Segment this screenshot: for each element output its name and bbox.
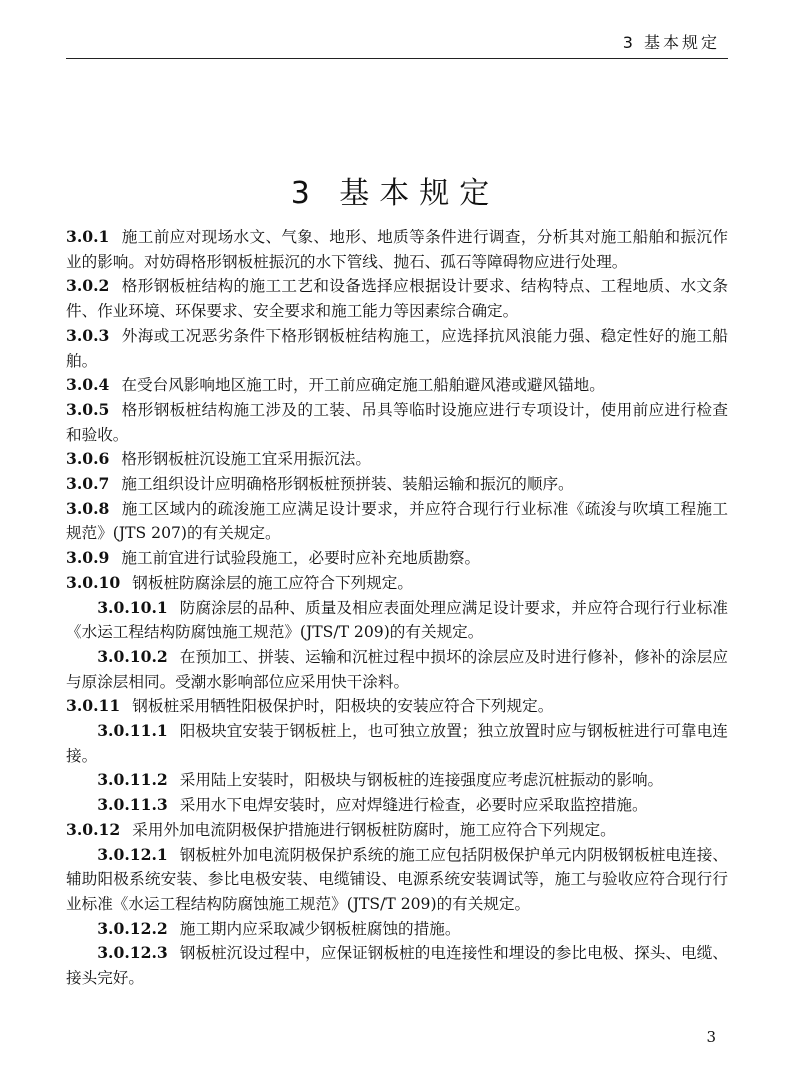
clause-3-0-5: 3.0.5 格形钢板桩结构施工涉及的工装、吊具等临时设施应进行专项设计，使用前应进行检查和验收。 [66, 399, 728, 444]
clause-3-0-2: 3.0.2 格形钢板桩结构的施工工艺和设备选择应根据设计要求、结构特点、工程地质、水文条件、作业环境、环保要求、安全要求和施工能力等因素综合确定。 [66, 276, 728, 321]
clause-list [66, 225, 728, 991]
clause-3-0-9: 3.0.9 施工前宜进行试验段施工，必要时应补充地质勘察。 [66, 548, 481, 568]
clause-3-0-12-1: 3.0.12.1 钢板桩外加电流阴极保护系统的施工应包括阴极保护单元内阴极钢板桩电连接、辅助阳极系统安装、参比电极安装、电缆铺设、电源系统安装调试等，施工与验收应符合现行行业标准《水运工程结构防腐蚀施工规范》(JTS/T 209)的有关规定。 [66, 844, 728, 913]
clause-3-0-11: 3.0.11 钢板桩采用牺牲阳极保护时，阳极块的安装应符合下列规定。 [66, 696, 554, 716]
clause-3-0-10-2: 3.0.10.2 在预加工、拼装、运输和沉桩过程中损坏的涂层应及时进行修补，修补的涂层应与原涂层相同。受潮水影响部位应采用快干涂料。 [66, 646, 728, 691]
clause-3-0-11-3: 3.0.11.3 采用水下电焊安装时，应对焊缝进行检查，必要时应采取监控措施。 [97, 795, 648, 815]
clause-3-0-4: 3.0.4 在受台风影响地区施工时，开工前应确定施工船舶避风港或避风锚地。 [66, 375, 605, 395]
clause-3-0-7: 3.0.7 施工组织设计应明确格形钢板桩预拼装、装船运输和振沉的顺序。 [66, 474, 574, 494]
clause-3-0-11-2: 3.0.11.2 采用陆上安装时，阳极块与钢板桩的连接强度应考虑沉桩振动的影响。 [97, 770, 664, 790]
clause-3-0-12-3: 3.0.12.3 钢板桩沉设过程中，应保证钢板桩的电连接性和埋设的参比电极、探头、电缆、接头完好。 [66, 943, 728, 988]
clause-3-0-11-1: 3.0.11.1 阳极块宜安装于钢板桩上，也可独立放置；独立放置时应与钢板桩进行可靠电连接。 [66, 721, 728, 765]
clause-3-0-1: 3.0.1 施工前应对现场水文、气象、地形、地质等条件进行调查，分析其对施工船舶和振沉作业的影响。对妨碍格形钢板桩振沉的水下管线、抛石、孤石等障碍物应进行处理。 [66, 227, 728, 271]
clause-3-0-12: 3.0.12 采用外加电流阴极保护措施进行钢板桩防腐时，施工应符合下列规定。 [66, 819, 616, 839]
clause-3-0-10: 3.0.10 钢板桩防腐涂层的施工应符合下列规定。 [66, 572, 413, 592]
clause-3-0-12-2: 3.0.12.2 施工期内应采取减少钢板桩腐蚀的措施。 [97, 918, 461, 938]
clause-3-0-6: 3.0.6 格形钢板桩沉设施工宜采用振沉法。 [66, 449, 371, 469]
header-rule [66, 58, 728, 59]
clause-3-0-10-1: 3.0.10.1 防腐涂层的品种、质量及相应表面处理应满足设计要求，并应符合现行行业标准《水运工程结构防腐蚀施工规范》(JTS/T 209)的有关规定。 [66, 597, 728, 642]
page-number: 3 [706, 1028, 716, 1046]
page-title: 3 基本规定 [290, 176, 500, 211]
clause-3-0-8: 3.0.8 施工区域内的疏浚施工应满足设计要求，并应符合现行行业标准《疏浚与吹填工程施工规范》(JTS 207)的有关规定。 [66, 498, 728, 543]
running-head: 3 基本规定 [622, 33, 720, 52]
clause-3-0-3: 3.0.3 外海或工况恶劣条件下格形钢板桩结构施工，应选择抗风浪能力强、稳定性好的施工船舶。 [66, 325, 728, 370]
